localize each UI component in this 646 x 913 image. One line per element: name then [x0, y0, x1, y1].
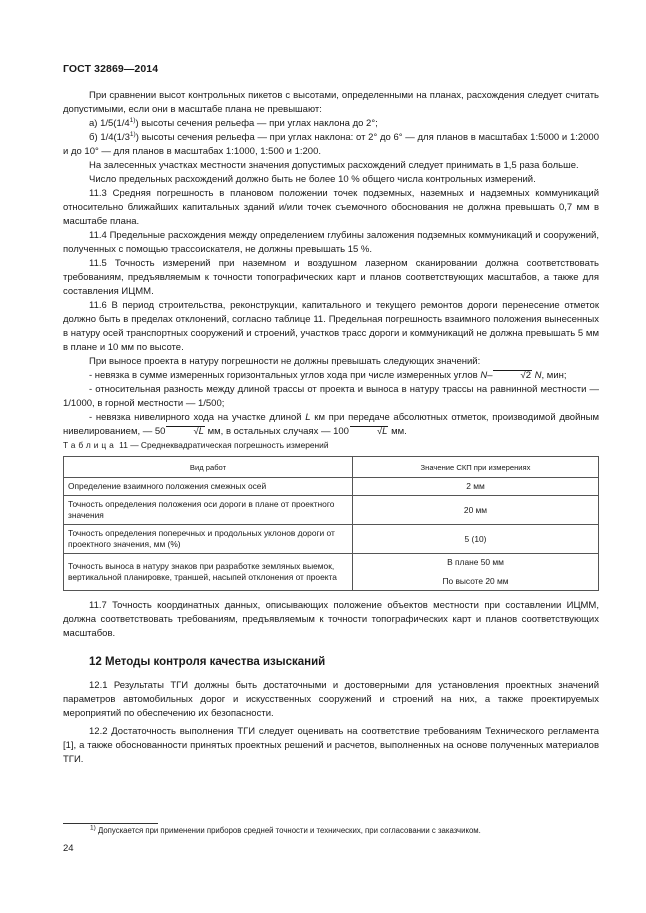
paragraph-intro: При сравнении высот контрольных пикетов с высотами, определенными на планах, расхождения следует считать допустимыми, если они в масштабе плана не превышают:: [63, 90, 599, 115]
level-text-mm2: мм.: [391, 426, 407, 437]
list-item-b-text-end: ) высоты сечения рельефа — при углах наклона: от 2° до 6° — для планов в масштабах 1:5000 и 1:2000 и до 10° — для планов в масштабах 1:1000, 1:500 и 1:200.: [63, 132, 600, 157]
table-cell-work: Определение взаимного положения смежных осей: [64, 478, 353, 496]
paragraph-11-5: 11.5 Точность измерений при наземном и воздушном лазерном сканировании должна соответствовать требованиям, предъявляемым к точности топографических карт и планов соответствующих масштабов, а также для составления ИЦММ.: [63, 258, 599, 297]
section-heading-12: 12 Методы контроля качества изысканий: [89, 656, 326, 668]
table-cell-value-plan: В плане 50 мм: [447, 557, 504, 567]
table-cell-value: 20 мм: [353, 496, 599, 525]
level-text: - невязка нивелирного хода на участке длиной: [89, 412, 302, 423]
footnote-separator: [63, 823, 158, 824]
table-header-work: Вид работ: [64, 457, 353, 478]
paragraph-forest: На залесенных участках местности значения допустимых расхождений следует принимать в 1,5 раза больше.: [89, 160, 579, 171]
sqrt-l-1: √L: [166, 426, 205, 437]
paragraph-11-3: 11.3 Средняя погрешность в плановом положении точек подземных, наземных и надземных коммуникаций относительно ближайших капитальных зданий и/или точек съемочного обоснования не должна превышать 0,7 мм в масштабе плана.: [63, 188, 599, 227]
list-item-b: [63, 131, 599, 159]
paragraph-12-2: 12.2 Достаточность выполнения ТГИ следует оценивать на соответствие требованиям Технического регламента [1], а также обоснованности принятых проектных решений и расчетов, выполненных на основе полученных материалов ТГИ.: [63, 726, 599, 765]
sqrt-l-2: √L: [350, 426, 389, 437]
list-item-a-text: а) 1/5(1/4: [89, 118, 130, 129]
table-caption-text: 11 — Среднеквадратическая погрешность измерений: [119, 440, 329, 450]
paragraph-limit: Число предельных расхождений должно быть не более 10 % общего числа контрольных измерений.: [89, 174, 536, 185]
list-item-angle: [63, 369, 599, 383]
footnote: [90, 826, 481, 836]
page-number: 24: [63, 843, 74, 854]
paragraph-11-4: 11.4 Предельные расхождения между определением глубины заложения подземных коммуникаций и сооружений, полученных с помощью трассоискателя, не должны превышать 15 %.: [63, 230, 599, 255]
formula-50: 50: [154, 426, 166, 437]
document-header: ГОСТ 32869—2014: [63, 63, 159, 75]
paragraph-12-1: 12.1 Результаты ТГИ должны быть достаточными и достоверными для установления проектных значений параметров автомобильных дорог и искусственных сооружений и строений на них, а также проектируемых мероприятий по обеспечению их безопасности.: [63, 680, 599, 719]
table-caption-word: Таблица: [63, 440, 117, 450]
table-cell-work: Точность определения поперечных и продольных уклонов дороги от проектного значения, мм (%): [64, 525, 353, 554]
level-text-mm1: мм, в остальных случаях —: [207, 426, 331, 437]
table-cell-value: [353, 554, 599, 591]
formula-l: L: [305, 412, 311, 423]
formula-angle: [480, 370, 541, 381]
table-cell-value: 5 (10): [353, 525, 599, 554]
list-item-a: [63, 117, 599, 131]
formula-n2: N: [534, 370, 542, 381]
table-caption: [63, 439, 599, 451]
footnote-ref: 1): [129, 130, 136, 138]
formula-dash: –: [487, 370, 493, 381]
paragraph-staking: При выносе проекта в натуру погрешности не должны превышать следующих значений:: [89, 356, 481, 367]
table-row: [64, 525, 599, 554]
list-item-b-text: б) 1/4(1/3: [89, 132, 130, 143]
table-row: [64, 478, 599, 496]
table-11: [63, 456, 599, 591]
list-item-a-text-end: ) высоты сечения рельефа — при углах наклона до 2°;: [135, 118, 378, 129]
formula-n: N: [480, 370, 488, 381]
table-row: [64, 554, 599, 591]
table-header-row: [64, 457, 599, 478]
formula-100: 100: [333, 426, 349, 437]
level-text-mid: км при передаче абсолютных отметок, производимой двойным нивелированием, —: [63, 412, 600, 437]
paragraph-11-7: 11.7 Точность координатных данных, описывающих положение объектов местности при составлении ИЦММ, должна соответствовать требованиям, предъявляемым к точности топографических карт и планов соответствующих масштабов.: [63, 600, 599, 639]
formula-2: 2: [525, 370, 531, 381]
paragraph-11-6: 11.6 В период строительства, реконструкции, капитального и текущего ремонтов дороги перенесение отметок должно быть в пределах отклонений, согласно таблице 11. Предельная погрешность взаимного положения вынесенных в натуру осей транспортных сооружений и строений, участков трасс дороги и коммуникаций не должна превышать 5 мм в плане и 10 мм по высоте.: [63, 300, 599, 353]
footnote-mark: 1): [90, 824, 96, 832]
table-cell-work: Точность выноса в натуру знаков при разработке земляных выемок, вертикальной планировке, траншей, насыпей отклонения от проекта: [64, 554, 353, 591]
table-cell-value: 2 мм: [353, 478, 599, 496]
list-item-level: [63, 411, 599, 439]
angle-text: - невязка в сумме измеренных горизонтальных углов хода при числе измеренных углов: [89, 370, 478, 381]
sqrt-sign: √2: [493, 370, 532, 381]
table-cell-work: Точность определения положения оси дороги в плане от проектного значения: [64, 496, 353, 525]
angle-text-end: , мин;: [541, 370, 567, 381]
document-body: [63, 89, 599, 767]
table-cell-value-height: По высоте 20 мм: [442, 576, 509, 586]
list-item-route: - относительная разность между длиной трассы от проекта и выноса в натуру трассы на равнинной местности — 1/1000, в горной местности — 1/500;: [63, 384, 599, 409]
footnote-ref: 1): [129, 116, 136, 124]
footnote-text: Допускается при применении приборов средней точности и технических, при согласовании с заказчиком.: [97, 826, 481, 835]
table-header-value: Значение СКП при измерениях: [353, 457, 599, 478]
table-row: [64, 496, 599, 525]
